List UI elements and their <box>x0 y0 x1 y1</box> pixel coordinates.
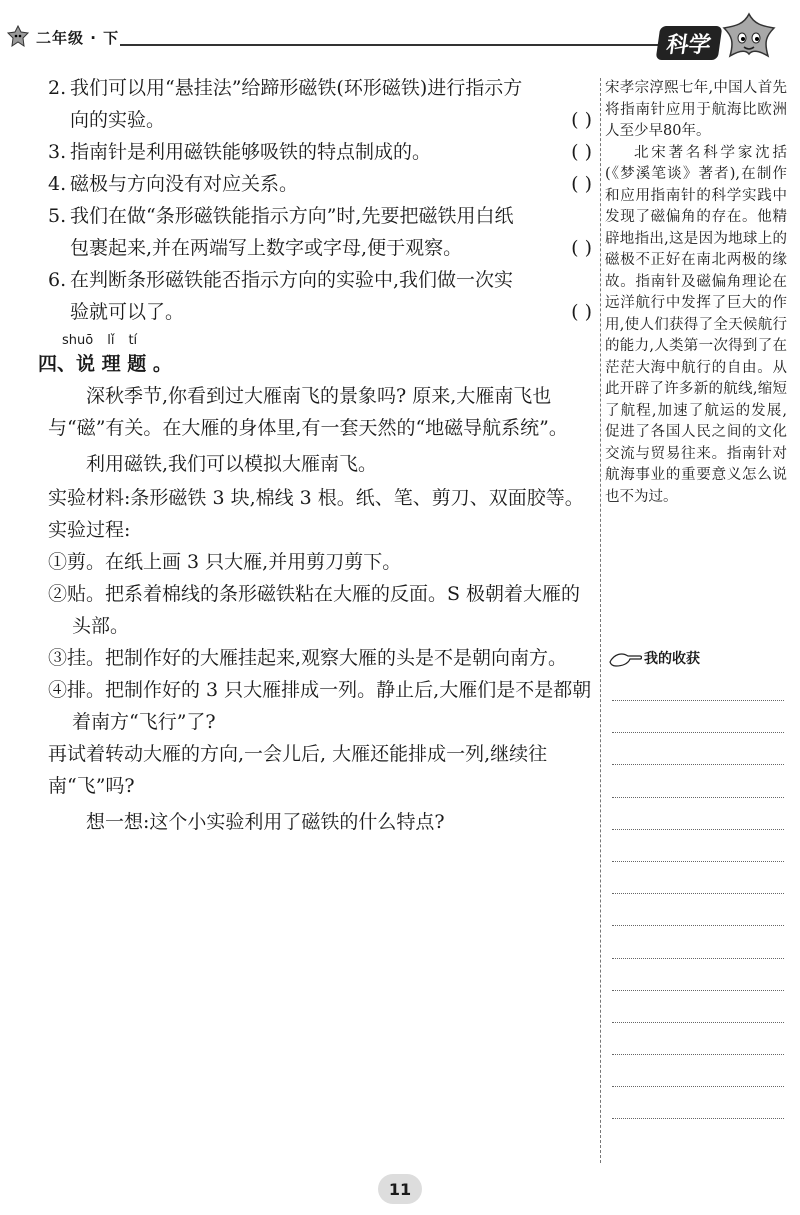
pointing-hand-icon <box>608 648 642 668</box>
question-line: 我们可以用“悬挂法”给蹄形磁铁(环形磁铁)进行指示方 <box>70 77 523 99</box>
main-content <box>38 72 596 838</box>
question-text <box>48 136 596 168</box>
question-number: 3. <box>48 141 67 163</box>
question-line: 包裹起来,并在两端写上数字或字母,便于观察。 <box>70 237 463 259</box>
question-line: 验就可以了。 <box>70 301 185 323</box>
section-title: 四、说 理 题 。 <box>38 353 172 375</box>
note-line[interactable] <box>612 1086 784 1087</box>
note-line[interactable] <box>612 1054 784 1055</box>
process-label: 实验过程: <box>48 519 131 541</box>
question-3 <box>48 136 596 168</box>
notes-area[interactable] <box>612 700 784 1151</box>
question-number: 5. <box>48 205 67 227</box>
note-line[interactable] <box>612 1022 784 1023</box>
step-item: ④排。把制作好的 3 只大雁排成一列。静止后,大雁们是不是都朝着南方“飞行”了? <box>48 679 592 733</box>
header-rule <box>120 44 670 46</box>
note-line[interactable] <box>612 732 784 733</box>
note-line[interactable] <box>612 764 784 765</box>
answer-blank[interactable]: ( ) <box>571 301 592 323</box>
column-divider <box>600 78 601 1163</box>
question-line: 指南针是利用磁铁能够吸铁的特点制成的。 <box>70 141 432 163</box>
question-number: 4. <box>48 173 67 195</box>
materials-text: 实验材料:条形磁铁 3 块,棉线 3 根。纸、笔、剪刀、双面胶等。 <box>48 487 584 509</box>
subject-badge: 科学 <box>656 26 723 60</box>
question-number: 2. <box>48 77 67 99</box>
sidebar-paragraph: 宋孝宗淳熙七年,中国人首先将指南针应用于航海比欧洲人至少早80年。 <box>605 80 787 139</box>
answer-blank[interactable]: ( ) <box>571 141 592 163</box>
harvest-label: 我的收获 <box>644 651 700 667</box>
note-line[interactable] <box>612 797 784 798</box>
answer-blank[interactable]: ( ) <box>571 109 592 131</box>
harvest-heading <box>608 648 700 668</box>
question-line: 我们在做“条形磁铁能指示方向”时,先要把磁铁用白纸 <box>70 205 514 227</box>
question-6 <box>48 264 596 328</box>
star-mascot-icon <box>716 10 782 70</box>
judgement-questions <box>48 72 596 328</box>
sidebar-paragraph: 北宋著名科学家沈括(《梦溪笔谈》著者),在制作和应用指南针的科学实践中发现了磁偏角的存在。他精辟地指出,这是因为地球上的磁极不正好在南北两极的缘故。指南针及磁偏角理论在远洋航行中发挥了巨大的作用,使人们获得了全天候航行的能力,人类第一次得到了在茫茫大海中航行的自由。从此开辟了许多新的航线,缩短了航程,加速了航运的发展,促进了各国人民之间的文化交流与贸易往来。指南针对航海事业的重要意义怎么说也不为过。 <box>605 144 787 505</box>
note-line[interactable] <box>612 958 784 959</box>
page-number: 11 <box>378 1174 422 1204</box>
retry-text: 再试着转动大雁的方向,一会儿后, 大雁还能排成一列,继续往南“飞”吗? <box>48 743 548 797</box>
think-question: 想一想:这个小实验利用了磁铁的什么特点? <box>86 811 445 833</box>
section-four <box>38 333 596 838</box>
note-line[interactable] <box>612 829 784 830</box>
question-2 <box>48 72 596 136</box>
question-line: 在判断条形磁铁能否指示方向的实验中,我们做一次实 <box>70 269 514 291</box>
step-item: ②贴。把系着棉线的条形磁铁粘在大雁的反面。S 极朝着大雁的头部。 <box>48 583 581 637</box>
grade-label: 二年级 · 下 <box>36 28 120 47</box>
note-line[interactable] <box>612 893 784 894</box>
question-text <box>48 72 596 136</box>
note-line[interactable] <box>612 990 784 991</box>
note-line[interactable] <box>612 925 784 926</box>
section-pinyin: shuō lǐ tí <box>62 333 138 348</box>
question-4 <box>48 168 596 200</box>
note-line[interactable] <box>612 861 784 862</box>
sidebar-reading <box>605 78 787 508</box>
question-number: 6. <box>48 269 67 291</box>
intro-paragraph: 深秋季节,你看到过大雁南飞的景象吗? 原来,大雁南飞也与“磁”有关。在大雁的身体里,有一套天然的“地磁导航系统”。 <box>48 385 568 439</box>
answer-blank[interactable]: ( ) <box>571 237 592 259</box>
intro-paragraph: 利用磁铁,我们可以模拟大雁南飞。 <box>86 453 378 475</box>
question-text <box>48 264 596 328</box>
answer-blank[interactable]: ( ) <box>571 173 592 195</box>
note-line[interactable] <box>612 1118 784 1119</box>
step-item: ①剪。在纸上画 3 只大雁,并用剪刀剪下。 <box>48 551 402 573</box>
question-text <box>48 200 596 264</box>
question-text <box>48 168 596 200</box>
question-5 <box>48 200 596 264</box>
note-line[interactable] <box>612 700 784 701</box>
step-item: ③挂。把制作好的大雁挂起来,观察大雁的头是不是朝向南方。 <box>48 647 568 669</box>
question-line: 磁极与方向没有对应关系。 <box>70 173 299 195</box>
question-line: 向的实验。 <box>70 109 166 131</box>
